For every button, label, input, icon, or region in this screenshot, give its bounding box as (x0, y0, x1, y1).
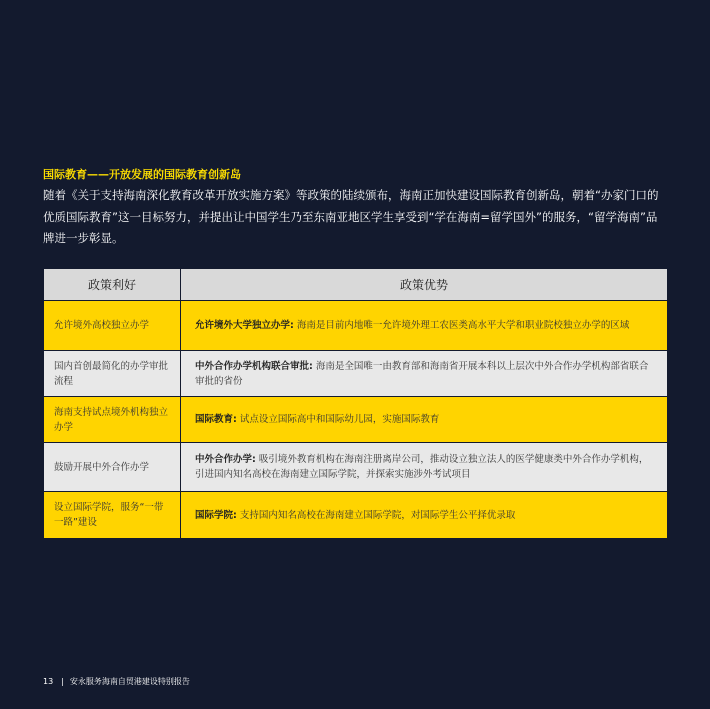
advantage-text: 吸引境外教育机构在海南注册离岸公司，推动设立独立法人的医学健康类中外合作办学机构，引进国内知名高校在海南建立国际学院，并探索实施涉外考试项目 (195, 454, 649, 480)
benefit-cell: 允许境外高校独立办学 (44, 301, 181, 351)
advantage-cell (181, 397, 668, 443)
benefit-cell: 设立国际学院，服务“一带一路”建设 (44, 492, 181, 539)
footer-separator: | (61, 677, 64, 686)
publication-title: 安永服务海南自贸港建设特别报告 (69, 677, 190, 686)
advantage-text: 支持国内知名高校在海南建立国际学院，对国际学生公平择优录取 (236, 509, 516, 521)
page-number: 13 (43, 677, 54, 686)
intro-paragraph: 随着《关于支持海南深化教育改革开放实施方案》等政策的陆续颁布，海南正加快建设国际教育创新岛，朝着“办家门口的优质国际教育”这一目标努力，并提出让中国学生乃至东南亚地区学生享受到“学在海南=留学国外”的服务，“留学海南”品牌进一步彰显。 (43, 188, 659, 245)
advantage-text: 海南是目前内地唯一允许境外理工农医类高水平大学和职业院校独立办学的区域 (293, 320, 630, 331)
header-advantage: 政策优势 (181, 269, 668, 301)
advantage-cell (181, 443, 668, 492)
table-row (44, 397, 668, 443)
advantage-cell (181, 301, 668, 351)
advantage-heading: 国际学院: (195, 509, 237, 521)
page-footer (43, 677, 190, 687)
advantage-heading: 国际教育: (195, 414, 237, 425)
advantage-text: 海南是全国唯一由教育部和海南省开展本科以上层次中外合作办学机构部省联合审批的省份 (195, 360, 649, 387)
advantage-heading: 允许境外大学独立办学: (195, 320, 294, 331)
advantage-text: 试点设立国际高中和国际幼儿园，实施国际教育 (236, 414, 440, 425)
advantage-cell (181, 351, 668, 397)
benefit-cell: 国内首创最简化的办学审批流程 (44, 351, 181, 397)
advantage-cell (181, 492, 668, 539)
table-header-row (44, 269, 668, 301)
section-title: 国际教育——开放发展的国际教育创新岛 (43, 168, 241, 181)
benefit-cell: 鼓励开展中外合作办学 (44, 443, 181, 492)
table-row (44, 351, 668, 397)
advantage-heading: 中外合作办学机构联合审批: (195, 360, 313, 372)
benefit-cell: 海南支持试点境外机构独立办学 (44, 397, 181, 443)
table-row (44, 443, 668, 492)
policy-table (43, 268, 668, 539)
advantage-heading: 中外合作办学: (195, 454, 256, 465)
header-benefit: 政策利好 (44, 269, 181, 301)
table-row (44, 301, 668, 351)
table-row (44, 492, 668, 539)
